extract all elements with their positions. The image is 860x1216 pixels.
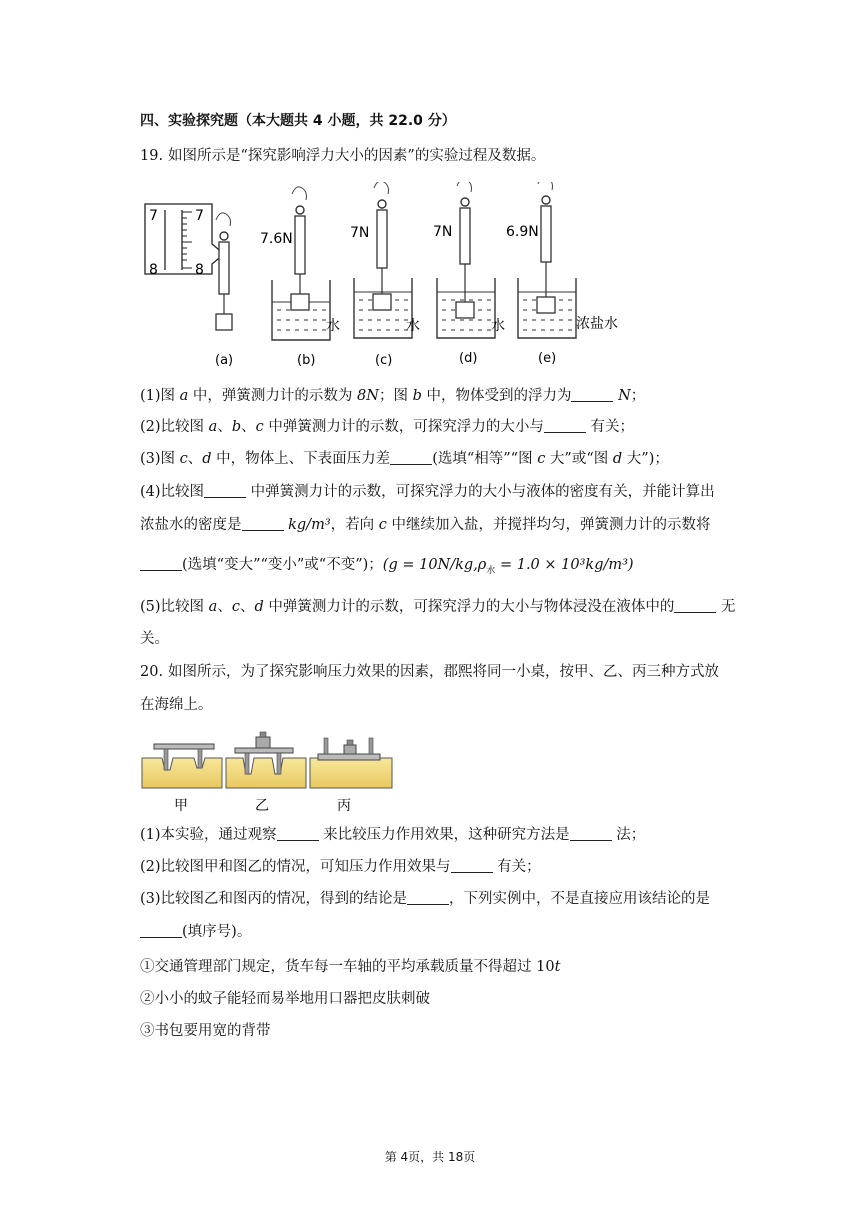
- q20-option-2: ②小小的蚊子能轻而易举地用口器把皮肤刺破: [140, 991, 430, 1007]
- scale-label-8-right: 8: [195, 262, 204, 278]
- q20-part-1: (1)本实验，通过观察 来比较压力作用效果，这种研究方法是 法；: [140, 827, 646, 843]
- question-number: 19.: [140, 148, 164, 164]
- scale-label-8-left: 8: [149, 262, 158, 278]
- scale-d-object: [456, 302, 474, 318]
- question-number: 20.: [140, 664, 164, 680]
- scale-label-7-left: 7: [149, 208, 158, 224]
- q19-part-3: (3)图 c、d 中，物体上、下表面压力差 (选填“相等”“图 c 大”或“图 d 大”)；: [140, 451, 669, 467]
- caption-c: (c): [375, 353, 393, 368]
- caption-b: (b): [297, 353, 316, 368]
- answer-blank[interactable]: [571, 387, 613, 402]
- scale-d-body: [460, 208, 470, 264]
- section-title: 四、实验探究题（本大题共 4 小题，共 22.0 分）: [140, 113, 456, 129]
- q19-part-4-line1: (4)比较图 中弹簧测力计的示数，可探究浮力的大小与液体的密度有关，并能计算出: [140, 484, 715, 500]
- q20-part-3-line2: (填序号)。: [140, 922, 251, 942]
- caption-jia: 甲: [174, 798, 188, 814]
- q20-option-3: ③书包要用宽的背带: [140, 1023, 271, 1039]
- object-a: [216, 314, 232, 330]
- q19-part-5-line1: (5)比较图 a、c、d 中弹簧测力计的示数，可探究浮力的大小与物体浸没在液体中的 无: [140, 599, 736, 615]
- scale-e-ring: [542, 196, 550, 204]
- scale-c-body: [377, 210, 387, 268]
- q20-stem-line1: 20. 如图所示，为了探究影响压力效果的因素，郡熙将同一小桌，按甲、乙、丙三种方式放: [140, 664, 719, 680]
- liquid-label-b: 水: [326, 318, 340, 334]
- answer-blank[interactable]: [204, 483, 246, 498]
- scale-d-hand: [457, 182, 472, 192]
- answer-blank[interactable]: [407, 890, 449, 905]
- scale-a-hand: [216, 213, 231, 226]
- scale-a-ring: [220, 232, 228, 240]
- q19-part-4-line2: 浓盐水的密度是 kg/m³，若向 c 中继续加入盐，并搅拌均匀，弹簧测力计的示数将: [140, 517, 711, 533]
- sponge-bing: [310, 738, 392, 788]
- q19-part-5-line2: 关。: [140, 631, 169, 647]
- q20-figure: [140, 728, 400, 816]
- answer-blank[interactable]: [390, 450, 432, 465]
- answer-blank[interactable]: [570, 826, 612, 841]
- q20-stem-line2: 在海绵上。: [140, 697, 213, 713]
- answer-blank[interactable]: [544, 418, 586, 433]
- reading-b: 7.6N: [260, 231, 293, 247]
- caption-e: (e): [538, 351, 557, 366]
- q19-figure: [140, 182, 640, 368]
- reading-c: 7N: [350, 225, 370, 241]
- sponge-yi: [226, 732, 306, 788]
- scale-e-hand: [538, 182, 553, 190]
- spring-scales: [216, 182, 576, 340]
- scale-b-object: [291, 294, 309, 310]
- scale-b-ring: [296, 206, 304, 214]
- q19-part-4-line3: (选填“变大”“变小”或“不变”)；$(g = 10N/kg,\rho_水 = 1.0 \times 10^3kg/m^3)$: [140, 555, 634, 581]
- scale-e-body: [541, 206, 551, 262]
- liquid-label-d: 水: [491, 318, 505, 334]
- scale-d-ring: [461, 198, 469, 206]
- q19-part-1: (1)图 a 中，弹簧测力计的示数为 8N；图 b 中，物体受到的浮力为 N；: [140, 388, 646, 404]
- reading-d: 7N: [433, 224, 453, 240]
- liquid-label-c: 水: [406, 318, 420, 334]
- caption-yi: 乙: [255, 798, 269, 814]
- stem-text: 如图所示是“探究影响浮力大小的因素”的实验过程及数据。: [168, 148, 546, 164]
- scale-c-ring: [378, 200, 386, 208]
- reading-e: 6.9N: [506, 224, 539, 240]
- q20-part-3-line1: (3)比较图乙和图丙的情况，得到的结论是 ，下列实例中，不是直接应用该结论的是: [140, 891, 711, 907]
- caption-bing: 丙: [337, 798, 351, 814]
- scale-label-7-right: 7: [195, 208, 204, 224]
- answer-blank[interactable]: [140, 923, 182, 938]
- sponge-jia: [142, 744, 222, 788]
- answer-blank[interactable]: [451, 858, 493, 873]
- scale-a-body: [219, 242, 229, 294]
- q19-part-2: (2)比较图 a、b、c 中弹簧测力计的示数，可探究浮力的大小与 有关；: [140, 419, 634, 435]
- caption-d: (d): [459, 351, 478, 366]
- answer-blank[interactable]: [140, 556, 182, 571]
- q20-part-2: (2)比较图甲和图乙的情况，可知压力作用效果与 有关；: [140, 859, 541, 875]
- caption-a: (a): [215, 353, 234, 368]
- page-footer: 第 4页，共 18页: [384, 1150, 476, 1164]
- answer-blank[interactable]: [277, 826, 319, 841]
- answer-blank[interactable]: [674, 598, 716, 613]
- scale-c-hand: [374, 182, 389, 194]
- answer-blank[interactable]: [242, 516, 284, 531]
- scale-b-hand: [292, 187, 307, 200]
- q20-option-1: ①交通管理部门规定，货车每一车轴的平均承载质量不得超过 10t: [140, 959, 561, 975]
- q19-stem: [140, 146, 545, 166]
- scale-b-body: [295, 216, 305, 274]
- scale-e-object: [537, 297, 555, 313]
- scale-c-object: [373, 294, 391, 310]
- liquid-label-e: 浓盐水: [576, 316, 618, 332]
